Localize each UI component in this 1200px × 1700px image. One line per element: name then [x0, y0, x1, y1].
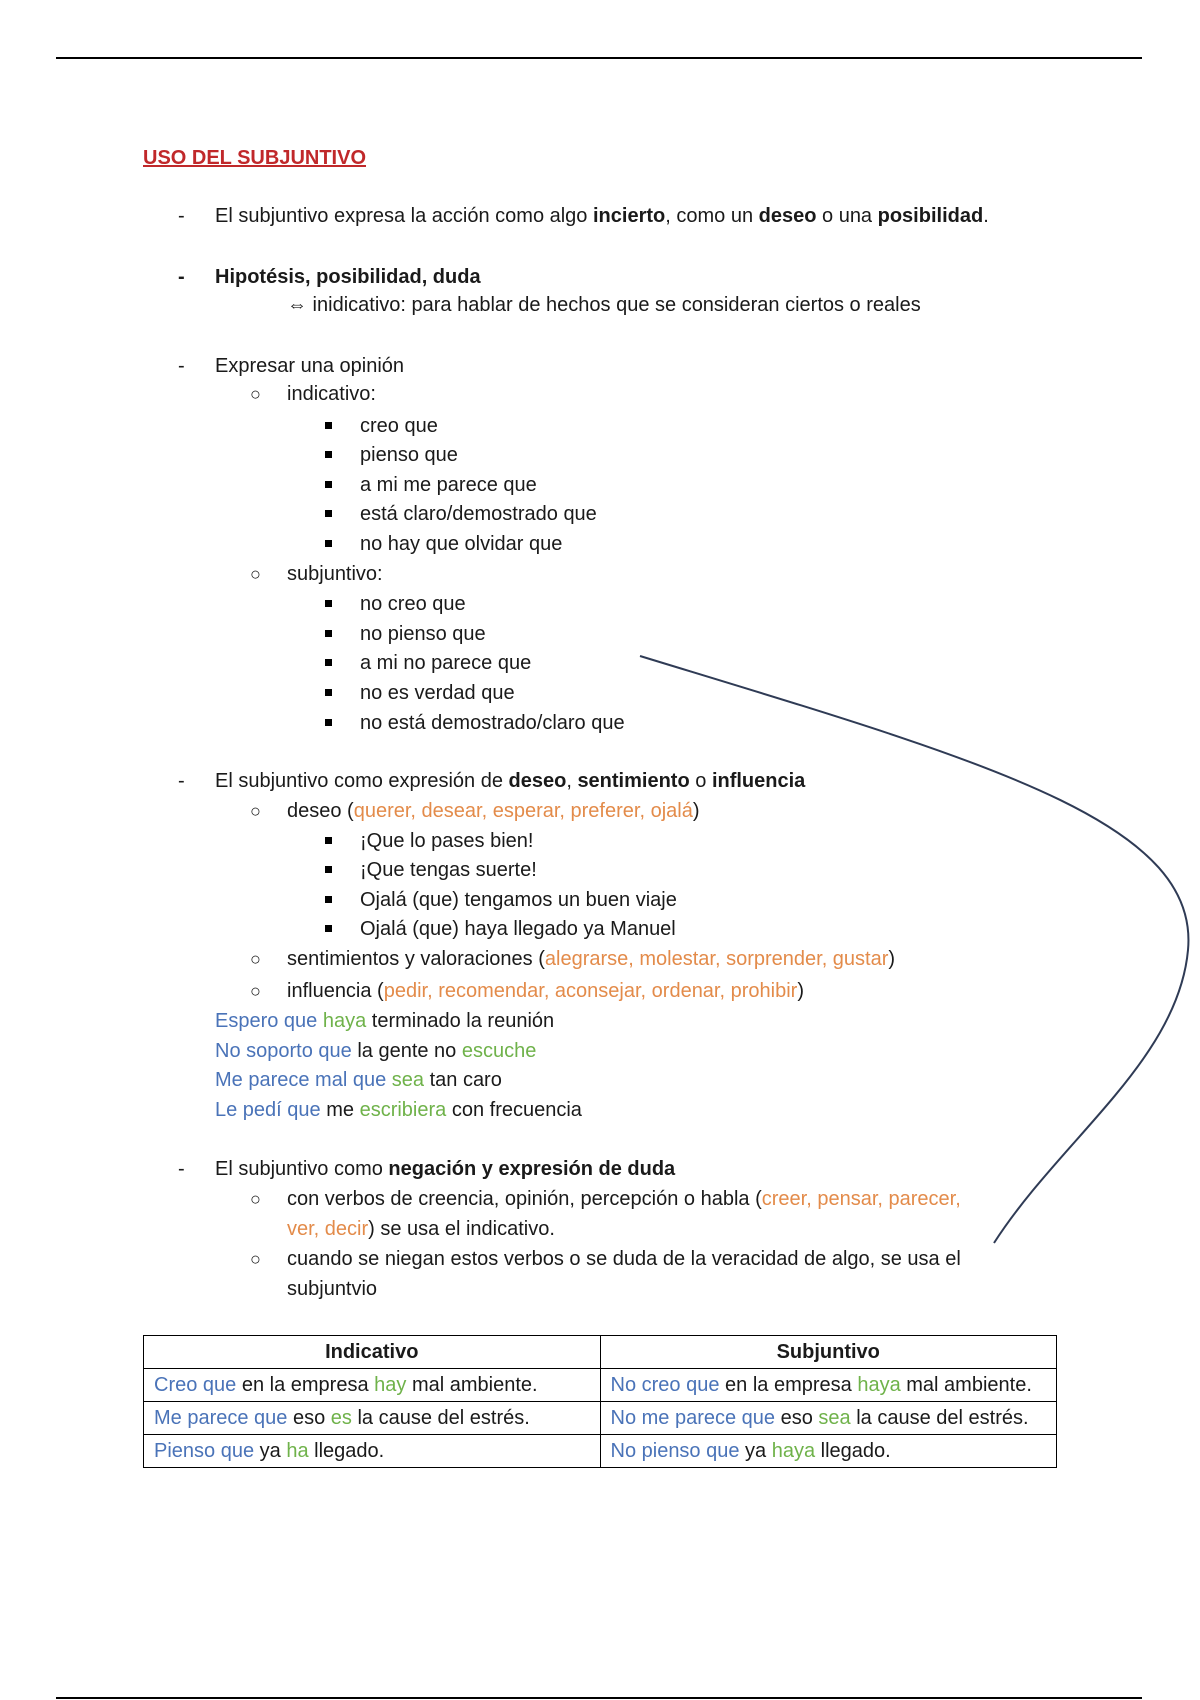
list-item: Ojalá (que) tengamos un buen viaje: [360, 889, 677, 911]
list-item: no está demostrado/claro que: [360, 712, 625, 734]
dash-marker: -: [178, 355, 185, 377]
circle-bullet-icon: ○: [250, 564, 261, 584]
deseo-heading: El subjuntivo como expresión de deseo, sentimiento o influencia: [215, 770, 806, 792]
circle-bullet-icon: ○: [250, 949, 261, 969]
example-sentence: No soporto que la gente no escuche: [215, 1040, 537, 1062]
indicativo-label: indicativo:: [287, 383, 376, 405]
circle-bullet-icon: ○: [250, 981, 261, 1001]
column-header-subjuntivo: Subjuntivo: [600, 1336, 1057, 1369]
subjuntivo-label: subjuntivo:: [287, 563, 383, 585]
example-sentence: Me parece mal que sea tan caro: [215, 1069, 502, 1091]
hipotesis-heading: Hipotésis, posibilidad, duda: [215, 266, 481, 288]
circle-bullet-icon: ○: [250, 801, 261, 821]
column-header-indicativo: Indicativo: [144, 1336, 601, 1369]
example-sentence: Espero que haya terminado la reunión: [215, 1010, 555, 1032]
table-cell: Me parece que eso es la cause del estrés.: [144, 1402, 601, 1435]
list-item: está claro/demostrado que: [360, 503, 597, 525]
list-item: pienso que: [360, 444, 458, 466]
list-item: no es verdad que: [360, 682, 515, 704]
list-item: creo que: [360, 415, 438, 437]
table-cell: Creo que en la empresa hay mal ambiente.: [144, 1369, 601, 1402]
dash-marker: -: [178, 266, 185, 288]
double-arrow-icon: ⇔: [287, 294, 307, 316]
list-item: ¡Que tengas suerte!: [360, 859, 537, 881]
table-cell: No creo que en la empresa haya mal ambiente.: [600, 1369, 1057, 1402]
bottom-rule: [56, 1697, 1142, 1699]
dash-marker: -: [178, 205, 185, 227]
list-item: a mi me parece que: [360, 474, 537, 496]
circle-bullet-icon: ○: [250, 1189, 261, 1209]
list-item: no creo que: [360, 593, 466, 615]
negacion-point-2: cuando se niegan estos verbos o se duda de la veracidad de algo, se usa el: [287, 1248, 961, 1270]
list-item: no pienso que: [360, 623, 486, 645]
intro-paragraph: El subjuntivo expresa la acción como algo incierto, como un deseo o una posibilidad.: [215, 205, 989, 227]
list-item: a mi no parece que: [360, 652, 532, 674]
opinion-heading: Expresar una opinión: [215, 355, 405, 377]
page-title: USO DEL SUBJUNTIVO: [143, 147, 366, 169]
example-sentence: Le pedí que me escribiera con frecuencia: [215, 1099, 582, 1121]
negacion-point-1: con verbos de creencia, opinión, percepción o habla (creer, pensar, parecer,: [287, 1188, 961, 1210]
negacion-point-1-cont: ver, decir) se usa el indicativo.: [287, 1218, 555, 1240]
table-cell: No me parece que eso sea la cause del estrés.: [600, 1402, 1057, 1435]
sentimientos-label: sentimientos y valoraciones (alegrarse, molestar, sorprender, gustar): [287, 948, 896, 970]
circle-bullet-icon: ○: [250, 1249, 261, 1269]
hipotesis-note: ⇔ inidicativo: para hablar de hechos que se consideran ciertos o reales: [287, 294, 921, 316]
dash-marker: -: [178, 1158, 185, 1180]
negacion-heading: El subjuntivo como negación y expresión de duda: [215, 1158, 676, 1180]
list-item: ¡Que lo pases bien!: [360, 830, 534, 852]
table-cell: No pienso que ya haya llegado.: [600, 1435, 1057, 1468]
list-item: no hay que olvidar que: [360, 533, 563, 555]
circle-bullet-icon: ○: [250, 384, 261, 404]
dash-marker: -: [178, 770, 185, 792]
deseo-label: deseo (querer, desear, esperar, preferer, ojalá): [287, 800, 700, 822]
list-item: Ojalá (que) haya llegado ya Manuel: [360, 918, 676, 940]
table-cell: Pienso que ya ha llegado.: [144, 1435, 601, 1468]
negacion-point-2-cont: subjuntvio: [287, 1278, 378, 1300]
influencia-label: influencia (pedir, recomendar, aconsejar, ordenar, prohibir): [287, 980, 804, 1002]
